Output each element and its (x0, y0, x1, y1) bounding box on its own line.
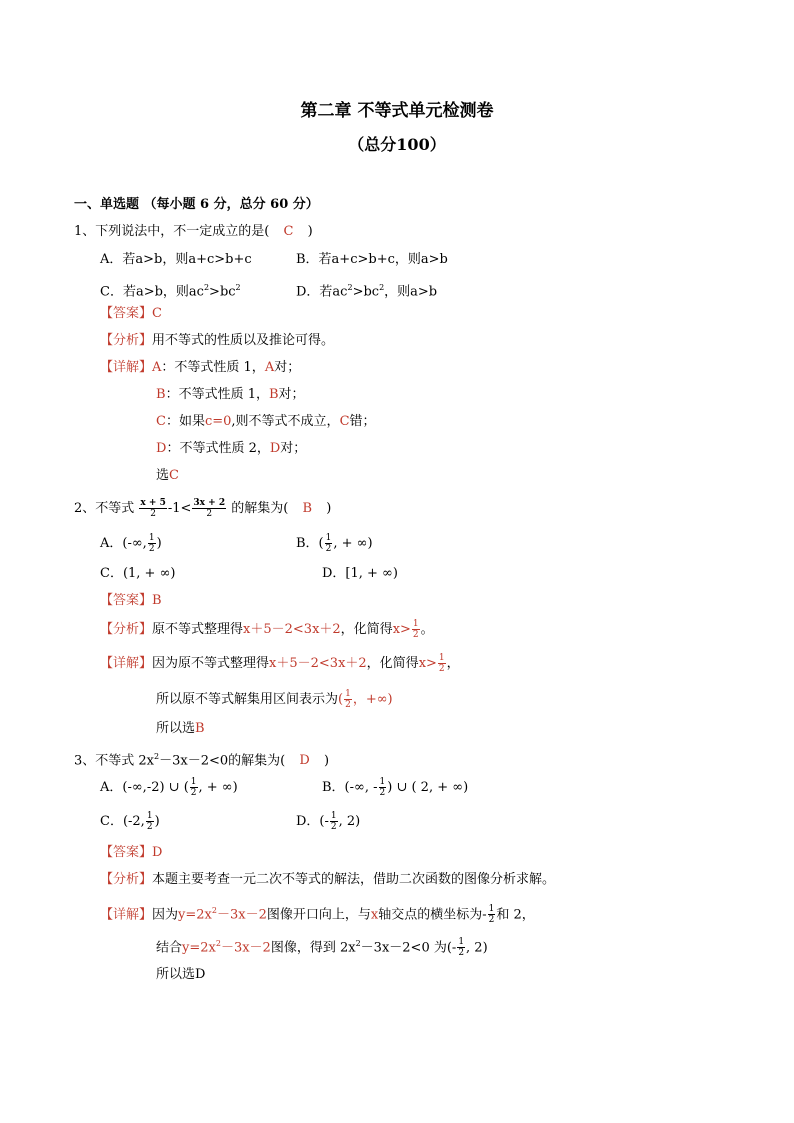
q2-option-d: D．[1, + ∞) (322, 566, 398, 581)
q1-detail-row-2: B：不等式性质 1，B对； (156, 387, 305, 402)
q1-detail-row-4: D：不等式性质 2，D对； (156, 441, 307, 456)
page-title: 第二章 不等式单元检测卷 (300, 101, 494, 121)
q1-analysis-row: 【分析】用不等式的性质以及推论可得。 (100, 333, 335, 348)
q1-detail-row-5: 选C (156, 468, 179, 483)
q3-option-d: D．(- $\frac{1}{2}$ , 2) (296, 811, 361, 832)
section-heading: 一、单选题 （每小题 6 分，总分 60 分） (74, 197, 319, 212)
analysis-tag: 【分析】 (100, 333, 153, 348)
detail-tag: 【详解】 (100, 360, 153, 375)
page-subtitle: （总分100） (348, 135, 446, 154)
q1-answer-row: 【答案】C (100, 306, 162, 321)
q2-detail-row-2: 所以原不等式解集用区间表示为( $\frac{1}{2}$ ，+∞) (156, 689, 393, 710)
q2-stem: 2、不等式 $\frac{x + 5}{2}$ -1< $\frac{3x + 2}{2}$ 的解集为( B ) (74, 498, 332, 519)
q2-analysis-row: 【分析】原不等式整理得x＋5－2<3x＋2，化简得x> $\frac{1}{2}$ 。 (100, 619, 434, 640)
q2-option-a: A．(-∞, $\frac{1}{2}$ ) (100, 533, 162, 554)
q3-stem: 3、不等式 $2x^2-3x-2<0$的解集为( D ) (74, 752, 330, 769)
q3-detail-row-1: 【详解】因为$y=2x^2-3x-2$图像开口向上，与x轴交点的横坐标为- $\frac{1}{2}$ 和 2， (100, 904, 535, 926)
q3-detail-row-2: 结合$y=2x^2-3x-2$图像，得到 $2x^2-3x-2<0$ 为(- $\frac{1}{2}$ , 2) (156, 937, 488, 959)
q1-option-c: C．若a>b，则$ac^2>bc^2$ (100, 283, 241, 300)
q3-answer-row: 【答案】D (100, 845, 163, 860)
q2-detail-row-1: 【详解】因为原不等式整理得x＋5－2<3x＋2，化简得x> $\frac{1}{2}$ ， (100, 653, 460, 674)
q2-detail-row-3: 所以选B (156, 721, 205, 736)
q1-stem: 1、下列说法中，不一定成立的是( C ) (74, 224, 313, 239)
q1-answer: C (283, 224, 294, 239)
q3-option-b: B．(-∞, - $\frac{1}{2}$ ) ∪ ( 2, + ∞) (322, 777, 469, 798)
fraction: $\frac{3x + 2}{2}$ (193, 498, 226, 519)
q2-option-b: B．( $\frac{1}{2}$ , + ∞) (296, 533, 373, 554)
q1-detail-row-3: C：如果c=0,则不等式不成立，C错； (156, 414, 376, 429)
q3-detail-row-3: 所以选D (156, 967, 206, 982)
q2-option-c: C．(1, + ∞) (100, 566, 176, 581)
q3-analysis-row: 【分析】本题主要考查一元二次不等式的解法，借助二次函数的图像分析求解。 (100, 872, 556, 887)
answer-tag: 【答案】 (100, 306, 153, 321)
fraction: $\frac{x + 5}{2}$ (140, 498, 166, 519)
q3-option-c: C．(-2, $\frac{1}{2}$ ) (100, 811, 160, 832)
q3-option-a: A．(-∞,-2) ∪ ( $\frac{1}{2}$ , + ∞) (100, 777, 238, 798)
q1-option-d: D．若$ac^2>bc^2$，则a>b (296, 283, 438, 300)
q1-option-a: A．若a>b，则a+c>b+c (100, 252, 252, 267)
q1-detail-row-1: 【详解】A：不等式性质 1，A对； (100, 360, 301, 375)
q2-answer: B (302, 501, 313, 516)
q2-answer-row: 【答案】B (100, 593, 162, 608)
q1-option-b: B．若a+c>b+c，则a>b (296, 252, 448, 267)
q3-answer: D (299, 753, 310, 769)
